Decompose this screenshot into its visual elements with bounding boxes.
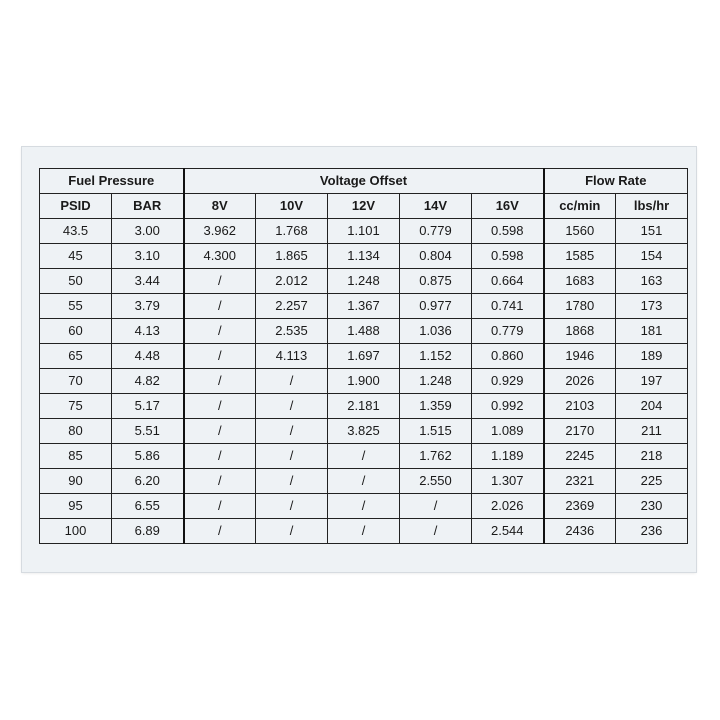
cell-16v: 0.929: [472, 369, 544, 394]
table-body: [40, 219, 688, 544]
cell-bar: 5.86: [112, 444, 184, 469]
table-row: [40, 269, 688, 294]
cell-8v: /: [184, 419, 256, 444]
cell-cc-min: 2103: [544, 394, 616, 419]
cell-psid: 100: [40, 519, 112, 544]
cell-lbs-hr: 151: [616, 219, 688, 244]
cell-16v: 1.089: [472, 419, 544, 444]
cell-cc-min: 2321: [544, 469, 616, 494]
cell-8v: /: [184, 294, 256, 319]
cell-16v: 0.598: [472, 219, 544, 244]
cell-16v: 0.992: [472, 394, 544, 419]
cell-12v: 1.900: [328, 369, 400, 394]
cell-psid: 45: [40, 244, 112, 269]
cell-psid: 75: [40, 394, 112, 419]
cell-cc-min: 2436: [544, 519, 616, 544]
column-header-cc-min: cc/min: [544, 194, 616, 219]
cell-14v: 1.248: [400, 369, 472, 394]
fuel-pressure-table: [39, 168, 688, 544]
column-header-14v: 14V: [400, 194, 472, 219]
cell-bar: 6.89: [112, 519, 184, 544]
column-header-psid: PSID: [40, 194, 112, 219]
spec-card: [22, 147, 696, 572]
cell-10v: 1.865: [256, 244, 328, 269]
cell-cc-min: 1683: [544, 269, 616, 294]
cell-lbs-hr: 189: [616, 344, 688, 369]
cell-12v: /: [328, 494, 400, 519]
cell-cc-min: 1780: [544, 294, 616, 319]
cell-14v: /: [400, 494, 472, 519]
cell-bar: 3.44: [112, 269, 184, 294]
cell-16v: 1.307: [472, 469, 544, 494]
group-header-voltage-offset: Voltage Offset: [184, 169, 544, 194]
cell-psid: 60: [40, 319, 112, 344]
cell-lbs-hr: 218: [616, 444, 688, 469]
column-header-10v: 10V: [256, 194, 328, 219]
cell-14v: 2.550: [400, 469, 472, 494]
cell-14v: 0.875: [400, 269, 472, 294]
cell-8v: /: [184, 469, 256, 494]
cell-16v: 0.779: [472, 319, 544, 344]
cell-12v: 2.181: [328, 394, 400, 419]
column-header-12v: 12V: [328, 194, 400, 219]
cell-lbs-hr: 236: [616, 519, 688, 544]
group-header-row: [40, 169, 688, 194]
cell-16v: 2.544: [472, 519, 544, 544]
cell-10v: /: [256, 394, 328, 419]
cell-bar: 4.48: [112, 344, 184, 369]
cell-bar: 6.20: [112, 469, 184, 494]
cell-psid: 50: [40, 269, 112, 294]
cell-10v: /: [256, 369, 328, 394]
cell-16v: 0.664: [472, 269, 544, 294]
table-row: [40, 419, 688, 444]
table-row: [40, 319, 688, 344]
cell-psid: 80: [40, 419, 112, 444]
group-header-fuel-pressure: Fuel Pressure: [40, 169, 184, 194]
cell-bar: 4.13: [112, 319, 184, 344]
table-row: [40, 394, 688, 419]
cell-16v: 1.189: [472, 444, 544, 469]
cell-lbs-hr: 181: [616, 319, 688, 344]
table-row: [40, 369, 688, 394]
column-header-16v: 16V: [472, 194, 544, 219]
cell-cc-min: 2170: [544, 419, 616, 444]
cell-psid: 85: [40, 444, 112, 469]
table-row: [40, 219, 688, 244]
column-header-row: [40, 194, 688, 219]
table-row: [40, 294, 688, 319]
cell-12v: 1.101: [328, 219, 400, 244]
cell-lbs-hr: 204: [616, 394, 688, 419]
cell-16v: 2.026: [472, 494, 544, 519]
cell-bar: 6.55: [112, 494, 184, 519]
cell-8v: /: [184, 444, 256, 469]
cell-psid: 90: [40, 469, 112, 494]
cell-lbs-hr: 163: [616, 269, 688, 294]
cell-14v: 0.779: [400, 219, 472, 244]
cell-8v: /: [184, 519, 256, 544]
cell-10v: /: [256, 494, 328, 519]
cell-12v: 1.367: [328, 294, 400, 319]
cell-14v: 1.359: [400, 394, 472, 419]
cell-cc-min: 2245: [544, 444, 616, 469]
cell-14v: /: [400, 519, 472, 544]
cell-14v: 1.036: [400, 319, 472, 344]
cell-cc-min: 1585: [544, 244, 616, 269]
table-row: [40, 344, 688, 369]
cell-8v: 4.300: [184, 244, 256, 269]
cell-12v: 1.134: [328, 244, 400, 269]
cell-psid: 70: [40, 369, 112, 394]
cell-lbs-hr: 154: [616, 244, 688, 269]
cell-14v: 1.515: [400, 419, 472, 444]
cell-10v: 2.535: [256, 319, 328, 344]
cell-14v: 0.804: [400, 244, 472, 269]
cell-14v: 0.977: [400, 294, 472, 319]
cell-10v: /: [256, 444, 328, 469]
table-row: [40, 244, 688, 269]
cell-bar: 5.17: [112, 394, 184, 419]
cell-8v: /: [184, 369, 256, 394]
table-row: [40, 519, 688, 544]
cell-cc-min: 2369: [544, 494, 616, 519]
cell-8v: /: [184, 319, 256, 344]
cell-bar: 4.82: [112, 369, 184, 394]
cell-10v: 1.768: [256, 219, 328, 244]
cell-16v: 0.741: [472, 294, 544, 319]
cell-12v: /: [328, 444, 400, 469]
cell-cc-min: 1868: [544, 319, 616, 344]
column-header-8v: 8V: [184, 194, 256, 219]
cell-8v: 3.962: [184, 219, 256, 244]
cell-lbs-hr: 197: [616, 369, 688, 394]
cell-psid: 43.5: [40, 219, 112, 244]
table-row: [40, 444, 688, 469]
cell-cc-min: 1560: [544, 219, 616, 244]
cell-psid: 95: [40, 494, 112, 519]
cell-12v: /: [328, 519, 400, 544]
cell-bar: 3.79: [112, 294, 184, 319]
cell-12v: 1.697: [328, 344, 400, 369]
cell-12v: 3.825: [328, 419, 400, 444]
cell-12v: /: [328, 469, 400, 494]
cell-10v: 4.113: [256, 344, 328, 369]
cell-cc-min: 1946: [544, 344, 616, 369]
cell-12v: 1.488: [328, 319, 400, 344]
cell-lbs-hr: 230: [616, 494, 688, 519]
table-row: [40, 469, 688, 494]
cell-14v: 1.152: [400, 344, 472, 369]
cell-lbs-hr: 211: [616, 419, 688, 444]
cell-bar: 5.51: [112, 419, 184, 444]
cell-10v: /: [256, 519, 328, 544]
cell-16v: 0.860: [472, 344, 544, 369]
column-header-lbs-hr: lbs/hr: [616, 194, 688, 219]
cell-8v: /: [184, 344, 256, 369]
cell-cc-min: 2026: [544, 369, 616, 394]
group-header-flow-rate: Flow Rate: [544, 169, 688, 194]
cell-bar: 3.00: [112, 219, 184, 244]
cell-10v: /: [256, 469, 328, 494]
table-row: [40, 494, 688, 519]
cell-16v: 0.598: [472, 244, 544, 269]
cell-8v: /: [184, 394, 256, 419]
cell-8v: /: [184, 269, 256, 294]
cell-lbs-hr: 173: [616, 294, 688, 319]
cell-psid: 65: [40, 344, 112, 369]
cell-bar: 3.10: [112, 244, 184, 269]
cell-10v: /: [256, 419, 328, 444]
column-header-bar: BAR: [112, 194, 184, 219]
cell-14v: 1.762: [400, 444, 472, 469]
cell-10v: 2.012: [256, 269, 328, 294]
cell-10v: 2.257: [256, 294, 328, 319]
cell-psid: 55: [40, 294, 112, 319]
cell-lbs-hr: 225: [616, 469, 688, 494]
cell-8v: /: [184, 494, 256, 519]
cell-12v: 1.248: [328, 269, 400, 294]
